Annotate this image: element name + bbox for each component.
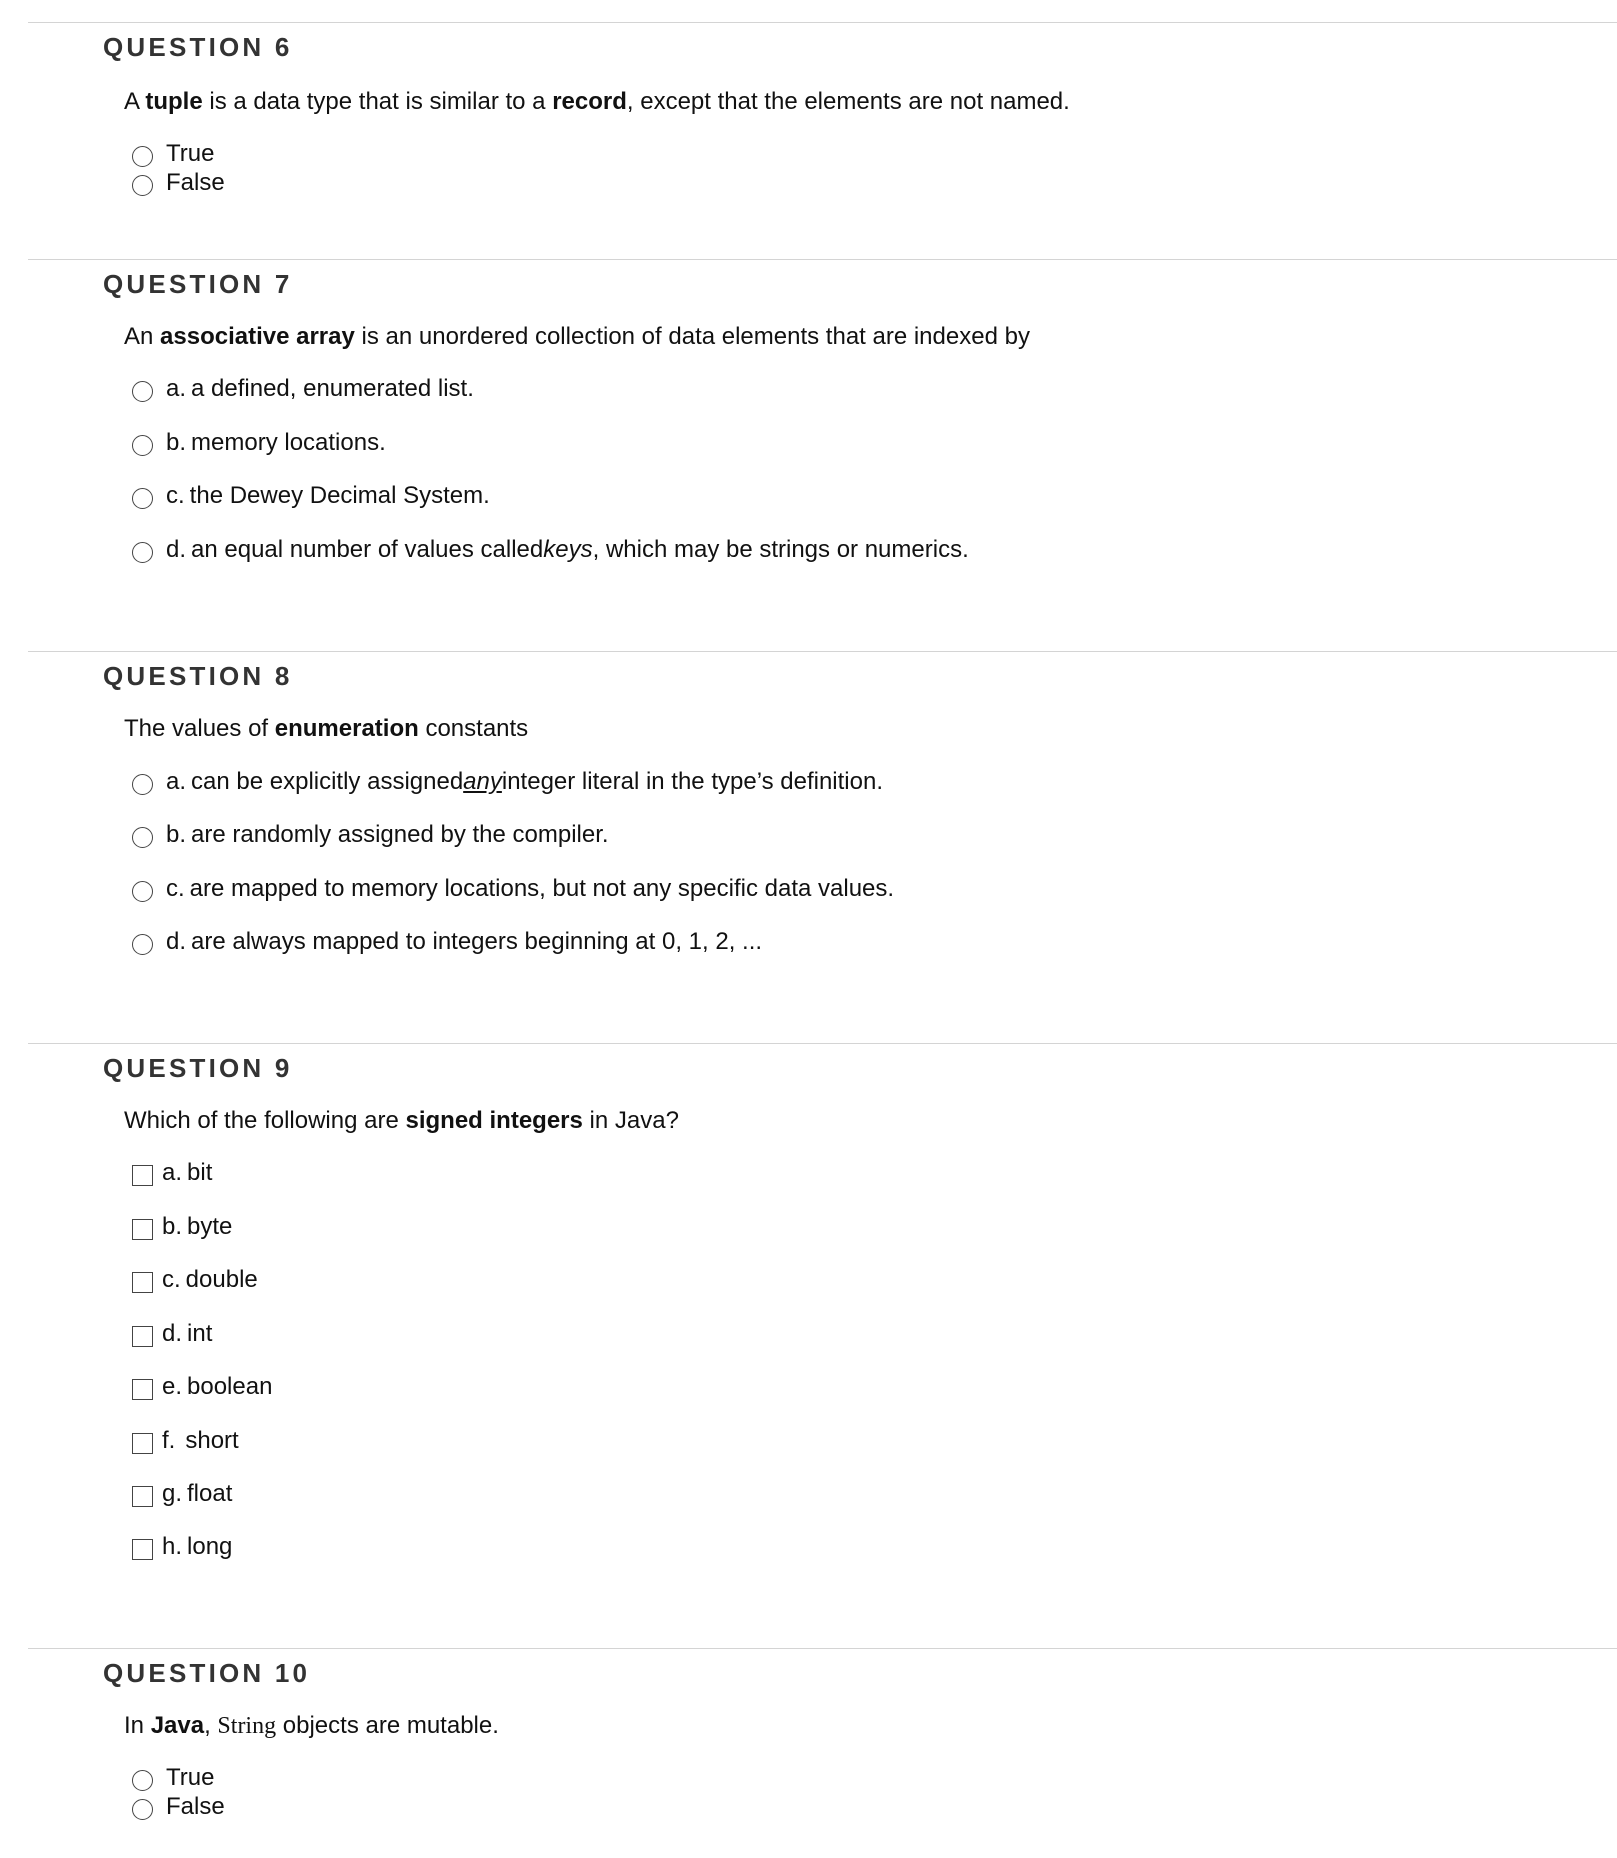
question-6-label: QUESTION 6: [103, 32, 293, 62]
radio-button[interactable]: [132, 934, 153, 955]
question-7-option-a[interactable]: a. a defined, enumerated list.: [132, 374, 474, 404]
radio-button[interactable]: [132, 381, 153, 402]
radio-button[interactable]: [132, 827, 153, 848]
question-10-label: QUESTION 10: [103, 1658, 311, 1688]
checkbox[interactable]: [132, 1326, 153, 1347]
checkbox[interactable]: [132, 1272, 153, 1293]
question-10-prompt: In Java, String objects are mutable.: [124, 1712, 499, 1739]
question-6-option-false[interactable]: False: [132, 168, 225, 198]
question-7-option-b[interactable]: b. memory locations.: [132, 428, 386, 458]
question-9-option-b[interactable]: b. byte: [132, 1212, 232, 1242]
checkbox[interactable]: [132, 1433, 153, 1454]
question-10-option-false[interactable]: False: [132, 1792, 225, 1822]
question-9-prompt: Which of the following are signed integers in Java?: [124, 1107, 679, 1134]
radio-button[interactable]: [132, 881, 153, 902]
question-8-option-d[interactable]: d. are always mapped to integers beginning at 0, 1, 2, ...: [132, 927, 762, 957]
radio-button[interactable]: [132, 1799, 153, 1820]
question-8: [28, 651, 1617, 1044]
checkbox[interactable]: [132, 1539, 153, 1560]
question-7-option-d[interactable]: d. an equal number of values called keys , which may be strings or numerics.: [132, 535, 969, 565]
radio-button[interactable]: [132, 146, 153, 167]
question-7-prompt: An associative array is an unordered collection of data elements that are indexed by: [124, 323, 1030, 350]
question-9-option-h[interactable]: h. long: [132, 1532, 232, 1562]
checkbox[interactable]: [132, 1379, 153, 1400]
radio-button[interactable]: [132, 542, 153, 563]
question-6: [28, 22, 1617, 259]
radio-button[interactable]: [132, 175, 153, 196]
question-8-label: QUESTION 8: [103, 661, 293, 691]
radio-button[interactable]: [132, 488, 153, 509]
question-8-prompt: The values of enumeration constants: [124, 715, 529, 742]
question-9-option-e[interactable]: e. boolean: [132, 1372, 272, 1402]
question-9-option-f[interactable]: f. short: [132, 1426, 239, 1456]
checkbox[interactable]: [132, 1219, 153, 1240]
question-9-option-d[interactable]: d. int: [132, 1319, 212, 1349]
question-6-prompt: A tuple is a data type that is similar to a record, except that the elements are not named.: [124, 88, 1070, 115]
question-9-option-a[interactable]: a. bit: [132, 1158, 212, 1188]
question-7: [28, 259, 1617, 652]
question-6-option-true[interactable]: True: [132, 139, 214, 169]
question-7-label: QUESTION 7: [103, 269, 293, 299]
question-9-label: QUESTION 9: [103, 1053, 293, 1083]
question-9-option-c[interactable]: c. double: [132, 1265, 258, 1295]
radio-button[interactable]: [132, 774, 153, 795]
radio-button[interactable]: [132, 1770, 153, 1791]
question-7-option-c[interactable]: c. the Dewey Decimal System.: [132, 481, 490, 511]
question-9-option-g[interactable]: g. float: [132, 1479, 232, 1509]
checkbox[interactable]: [132, 1165, 153, 1186]
question-9: [28, 1043, 1617, 1648]
radio-button[interactable]: [132, 435, 153, 456]
question-10-option-true[interactable]: True: [132, 1763, 214, 1793]
question-8-option-b[interactable]: b. are randomly assigned by the compiler.: [132, 820, 609, 850]
checkbox[interactable]: [132, 1486, 153, 1507]
question-8-option-a[interactable]: a. can be explicitly assigned any integer literal in the type’s definition.: [132, 767, 883, 797]
question-10: [28, 1648, 1617, 1858]
question-8-option-c[interactable]: c. are mapped to memory locations, but not any specific data values.: [132, 874, 894, 904]
